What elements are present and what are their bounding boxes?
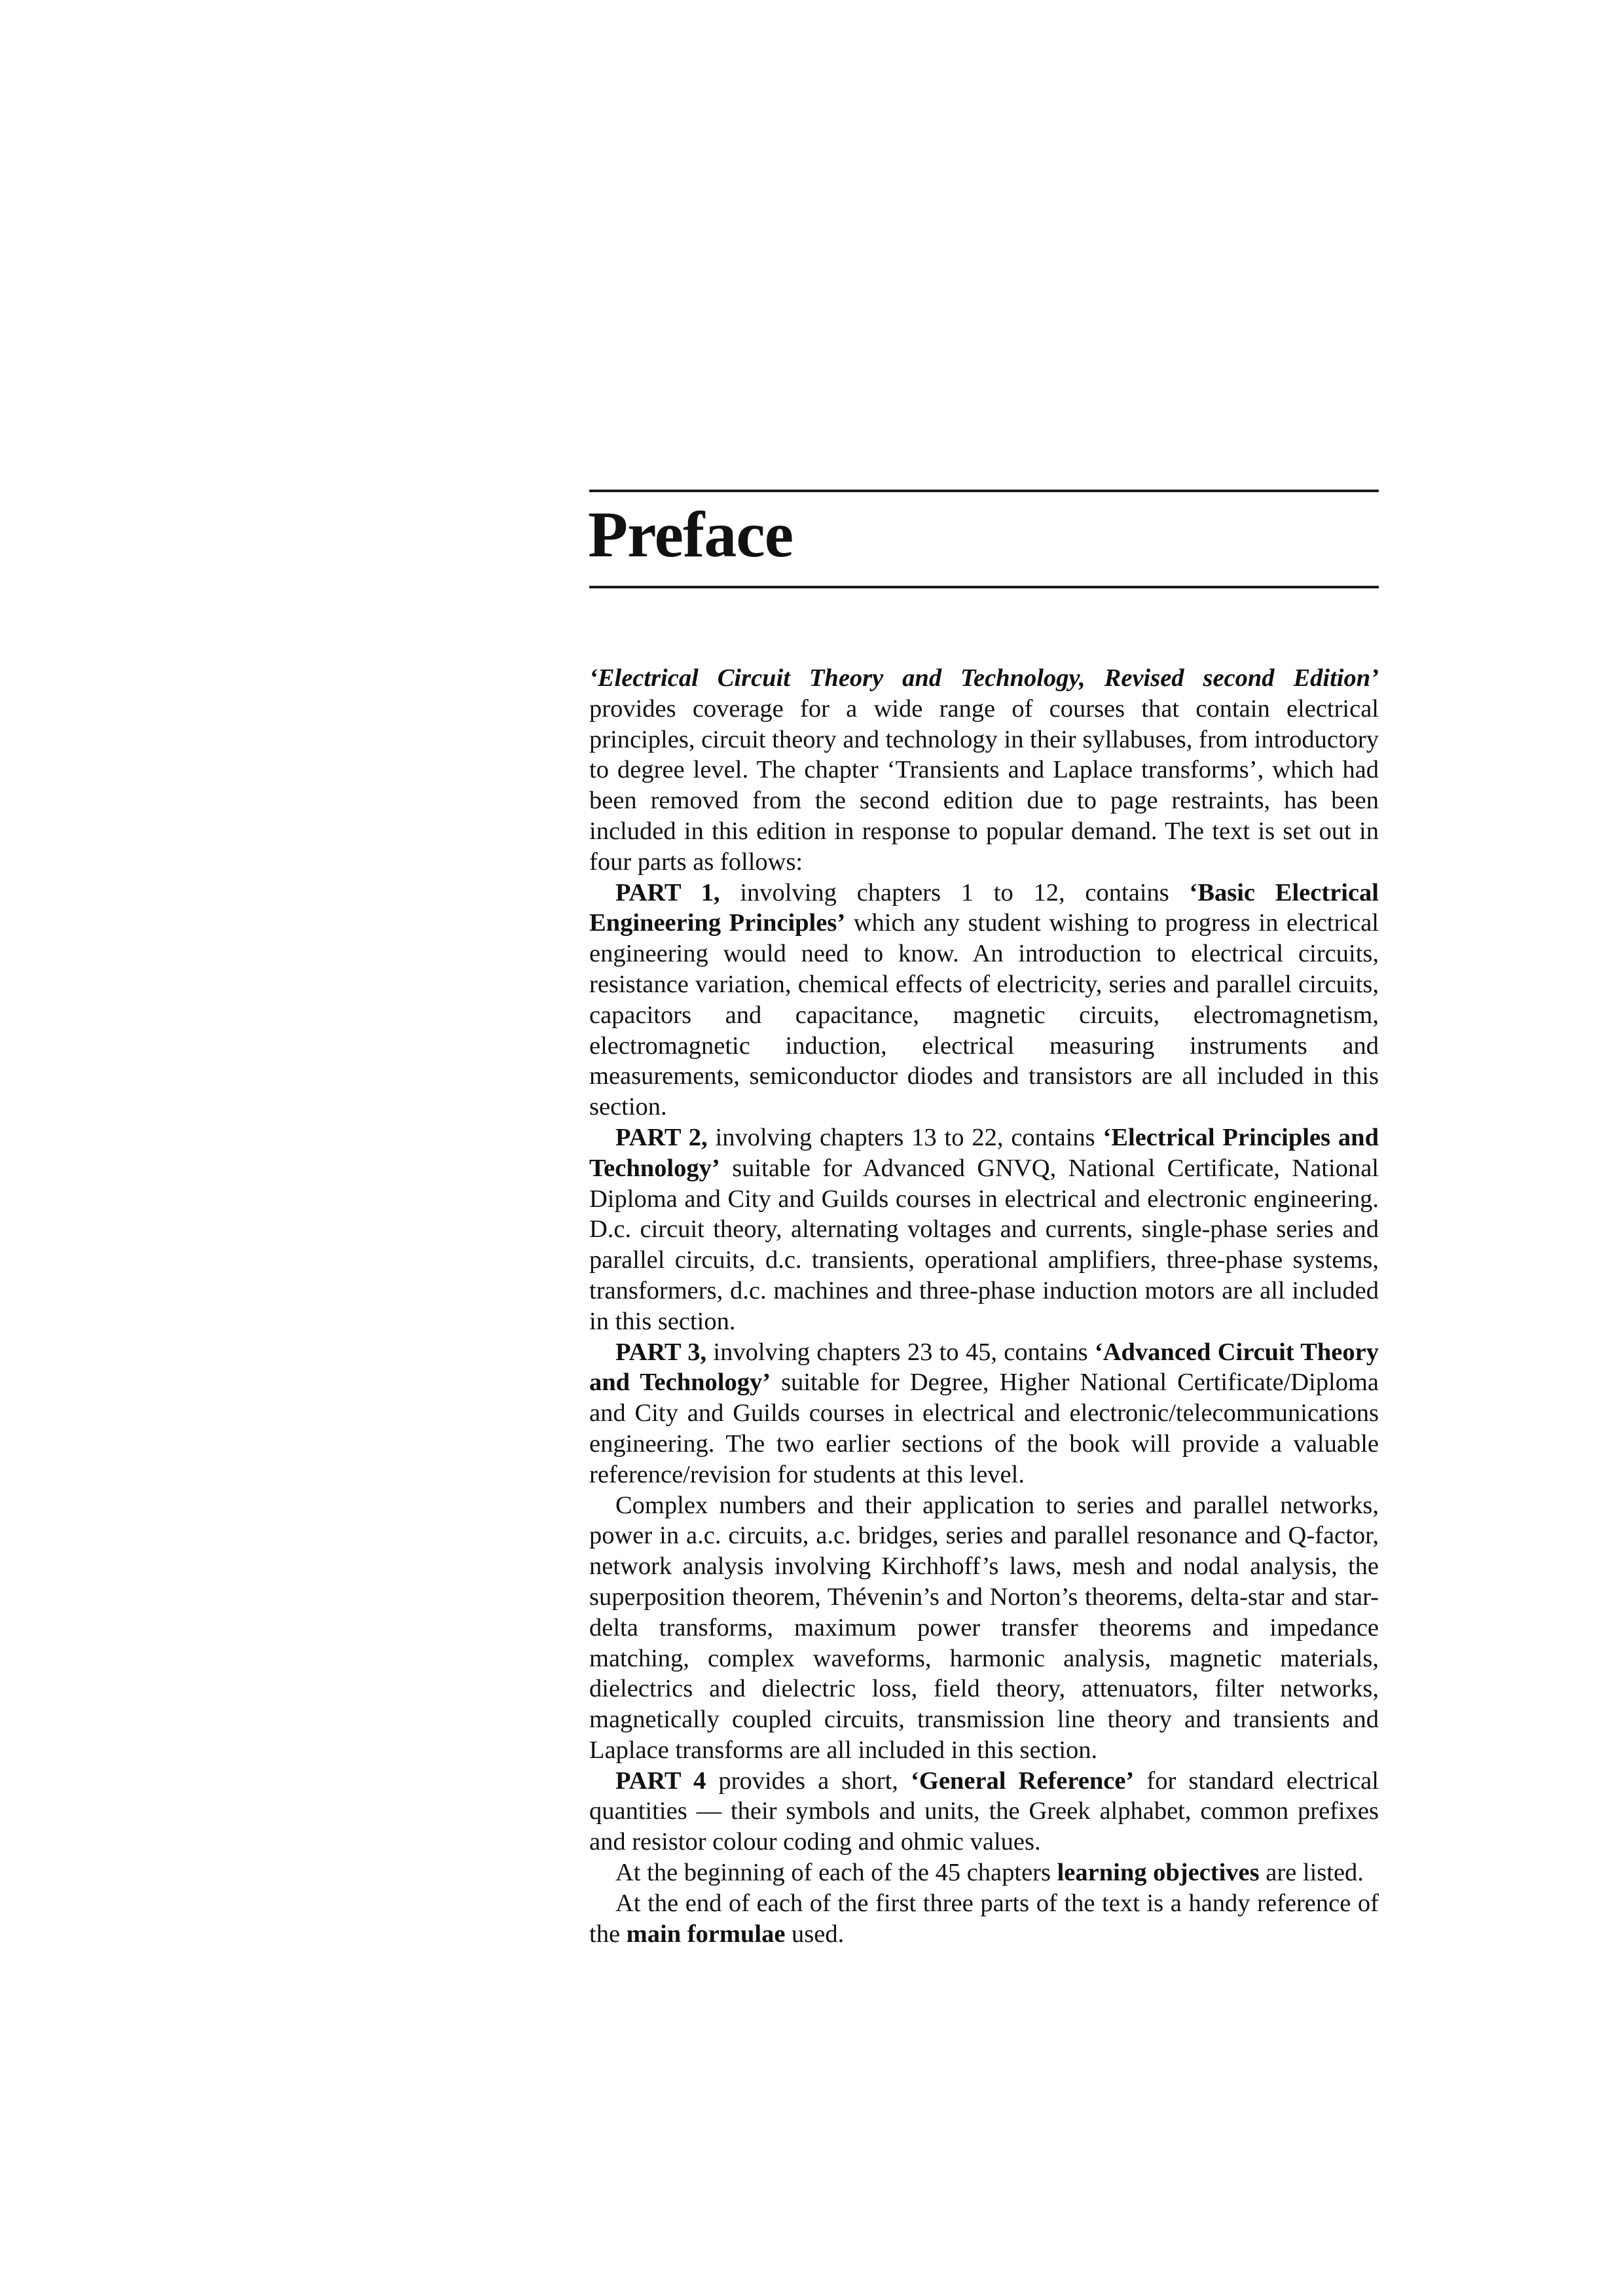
part3-label: PART 3, (615, 1338, 707, 1366)
objectives-text-b: are listed. (1259, 1859, 1364, 1887)
part4-paragraph (589, 1766, 1379, 1857)
part1-text-a: involving chapters 1 to 12, contains (720, 878, 1190, 906)
intro-paragraph (589, 663, 1379, 878)
part1-label: PART 1, (615, 878, 720, 906)
part3-text-b: suitable for Degree, Higher National Certificate/Diploma and City and Guilds courses in electrical and electronic/telecommunications engineering. The two earlier sections of the book will provide a valuable reference/revision for students at this level. (589, 1369, 1379, 1488)
part1-paragraph (589, 878, 1379, 1122)
book-title: ‘Electrical Circuit Theory and Technology, Revised second Edition’ (589, 664, 1379, 692)
objectives-paragraph (589, 1857, 1379, 1888)
formulae-bold: main formulae (626, 1920, 786, 1948)
part3-text-a: involving chapters 23 to 45, contains (706, 1338, 1095, 1366)
part2-label: PART 2, (615, 1123, 708, 1151)
part3-topics-paragraph: Complex numbers and their application to series and parallel networks, power in a.c. circuits, a.c. bridges, series and parallel resonance and Q-factor, network analysis involving Kirchhoff’s laws, mesh and nodal analysis, the superposition theorem, Thévenin’s and Norton’s theorems, delta-star and star-delta transforms, maximum power transfer theorems and impedance matching, complex waveforms, harmonic analysis, magnetic materials, dielectrics and dielectric loss, field theory, attenuators, filter networks, magnetically coupled circuits, transmission line theory and transients and Laplace transforms are all included in this section. (589, 1491, 1379, 1764)
preface-body (589, 663, 1379, 1949)
page-title: Preface (588, 498, 793, 571)
part3-paragraph (589, 1337, 1379, 1490)
part4-label: PART 4 (615, 1767, 706, 1795)
part2-name: ‘Electrical Principles and Technology’ (589, 1123, 1379, 1182)
part2-text-b: suitable for Advanced GNVQ, National Certificate, National Diploma and City and Guilds courses in electrical and electronic engineering. D.c. circuit theory, alternating voltages and currents, single-phase series and parallel circuits, d.c. transients, operational amplifiers, three-phase systems, transformers, d.c. machines and three-phase induction motors are all included in this section. (589, 1154, 1379, 1335)
part2-text-a: involving chapters 13 to 22, contains (707, 1123, 1103, 1151)
part3-name: ‘Advanced Circuit Theory and Technology’ (589, 1338, 1379, 1397)
formulae-text-b: used. (785, 1920, 845, 1948)
part1-name: ‘Basic Electrical Engineering Principles’ (589, 878, 1379, 937)
part2-paragraph (589, 1122, 1379, 1337)
objectives-bold: learning objectives (1057, 1859, 1260, 1887)
part1-text-b: which any student wishing to progress in electrical engineering would need to know. An introduction to electrical circuits, resistance variation, chemical effects of electricity, series and parallel circuits, capacitors and capacitance, magnetic circuits, electromagnetism, electromagnetic induction, electrical measuring instruments and measurements, semiconductor diodes and transistors are all included in this section. (589, 909, 1379, 1121)
objectives-text-a: At the beginning of each of the 45 chapters (615, 1859, 1057, 1887)
formulae-text-a: At the end of each of the first three parts of the text is a handy reference of the (589, 1889, 1379, 1948)
part4-text-b: for standard electrical quantities — their symbols and units, the Greek alphabet, common prefixes and resistor colour coding and ohmic values. (589, 1767, 1379, 1856)
part4-text-a: provides a short, (706, 1767, 911, 1795)
part4-name: ‘General Reference’ (911, 1767, 1135, 1795)
formulae-paragraph (589, 1888, 1379, 1950)
intro-text: provides coverage for a wide range of courses that contain electrical principles, circuit theory and technology in their syllabuses, from introductory to degree level. The chapter ‘Transients and Laplace transforms’, which had been removed from the second edition due to page restraints, has been included in this edition in response to popular demand. The text is set out in four parts as follows: (589, 694, 1379, 876)
title-bottom-rule (589, 586, 1379, 588)
